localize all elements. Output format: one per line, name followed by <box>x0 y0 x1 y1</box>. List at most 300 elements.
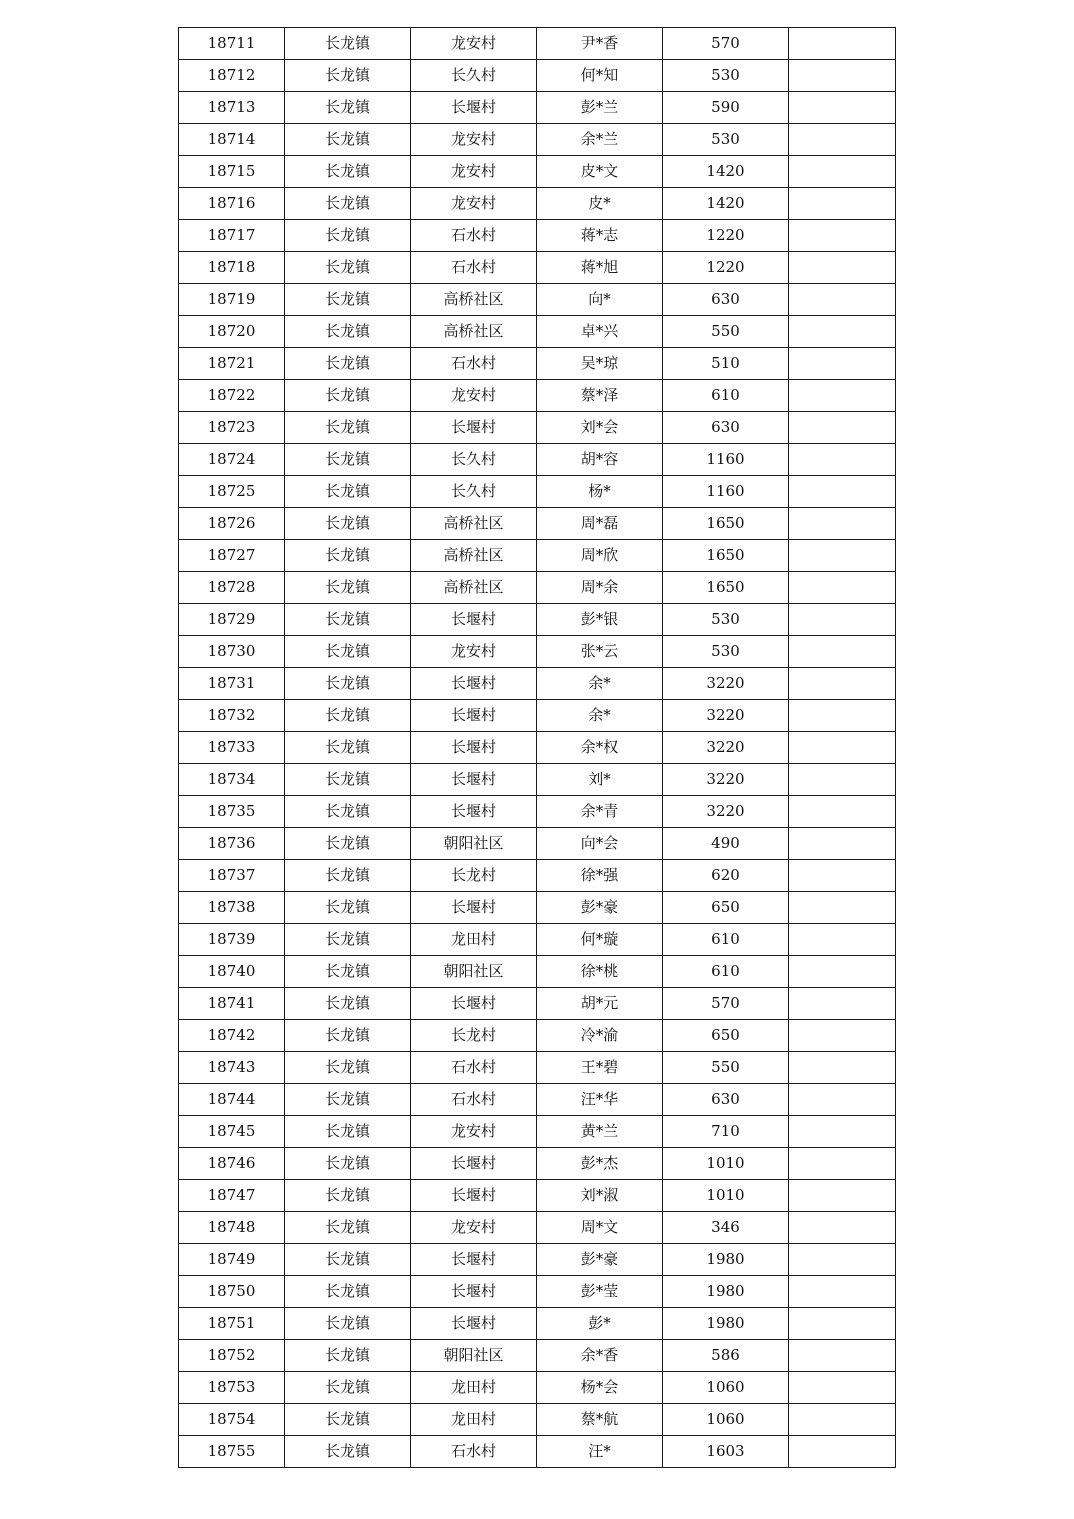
serial-number-cell: 18714 <box>179 124 285 156</box>
village-cell: 长龙村 <box>411 1020 537 1052</box>
remark-cell <box>789 1116 896 1148</box>
name-cell: 蒋*志 <box>537 220 663 252</box>
name-cell: 皮*文 <box>537 156 663 188</box>
amount-cell: 1603 <box>663 1436 789 1468</box>
amount-cell: 710 <box>663 1116 789 1148</box>
table-row <box>179 1244 896 1276</box>
remark-cell <box>789 1020 896 1052</box>
table-row <box>179 860 896 892</box>
remark-cell <box>789 1276 896 1308</box>
town-cell: 长龙镇 <box>285 1084 411 1116</box>
village-cell: 长久村 <box>411 476 537 508</box>
village-cell: 石水村 <box>411 252 537 284</box>
town-cell: 长龙镇 <box>285 1148 411 1180</box>
town-cell: 长龙镇 <box>285 700 411 732</box>
remark-cell <box>789 540 896 572</box>
name-cell: 卓*兴 <box>537 316 663 348</box>
table-row <box>179 188 896 220</box>
serial-number-cell: 18750 <box>179 1276 285 1308</box>
serial-number-cell: 18753 <box>179 1372 285 1404</box>
serial-number-cell: 18728 <box>179 572 285 604</box>
amount-cell: 1160 <box>663 476 789 508</box>
remark-cell <box>789 1372 896 1404</box>
remark-cell <box>789 860 896 892</box>
amount-cell: 650 <box>663 1020 789 1052</box>
remark-cell <box>789 1212 896 1244</box>
amount-cell: 590 <box>663 92 789 124</box>
table-row <box>179 1116 896 1148</box>
town-cell: 长龙镇 <box>285 1244 411 1276</box>
town-cell: 长龙镇 <box>285 1340 411 1372</box>
table-row <box>179 380 896 412</box>
town-cell: 长龙镇 <box>285 124 411 156</box>
remark-cell <box>789 508 896 540</box>
remark-cell <box>789 316 896 348</box>
town-cell: 长龙镇 <box>285 860 411 892</box>
amount-cell: 620 <box>663 860 789 892</box>
name-cell: 彭*兰 <box>537 92 663 124</box>
amount-cell: 630 <box>663 1084 789 1116</box>
table-row <box>179 412 896 444</box>
table-row <box>179 1340 896 1372</box>
amount-cell: 530 <box>663 60 789 92</box>
amount-cell: 490 <box>663 828 789 860</box>
remark-cell <box>789 1340 896 1372</box>
name-cell: 余* <box>537 668 663 700</box>
name-cell: 汪* <box>537 1436 663 1468</box>
table-row <box>179 828 896 860</box>
remark-cell <box>789 444 896 476</box>
amount-cell: 586 <box>663 1340 789 1372</box>
name-cell: 周*余 <box>537 572 663 604</box>
town-cell: 长龙镇 <box>285 316 411 348</box>
table-row <box>179 700 896 732</box>
serial-number-cell: 18744 <box>179 1084 285 1116</box>
serial-number-cell: 18712 <box>179 60 285 92</box>
town-cell: 长龙镇 <box>285 1404 411 1436</box>
serial-number-cell: 18723 <box>179 412 285 444</box>
village-cell: 石水村 <box>411 1436 537 1468</box>
remark-cell <box>789 60 896 92</box>
name-cell: 彭* <box>537 1308 663 1340</box>
village-cell: 石水村 <box>411 220 537 252</box>
table-row <box>179 28 896 60</box>
name-cell: 余*香 <box>537 1340 663 1372</box>
remark-cell <box>789 732 896 764</box>
name-cell: 蒋*旭 <box>537 252 663 284</box>
town-cell: 长龙镇 <box>285 188 411 220</box>
serial-number-cell: 18755 <box>179 1436 285 1468</box>
serial-number-cell: 18734 <box>179 764 285 796</box>
serial-number-cell: 18722 <box>179 380 285 412</box>
amount-cell: 1010 <box>663 1148 789 1180</box>
table-row <box>179 1276 896 1308</box>
amount-cell: 1060 <box>663 1404 789 1436</box>
village-cell: 长堰村 <box>411 988 537 1020</box>
name-cell: 冷*渝 <box>537 1020 663 1052</box>
name-cell: 徐*强 <box>537 860 663 892</box>
table-row <box>179 60 896 92</box>
name-cell: 彭*杰 <box>537 1148 663 1180</box>
name-cell: 汪*华 <box>537 1084 663 1116</box>
amount-cell: 630 <box>663 284 789 316</box>
name-cell: 彭*莹 <box>537 1276 663 1308</box>
amount-cell: 1980 <box>663 1276 789 1308</box>
table-row <box>179 156 896 188</box>
town-cell: 长龙镇 <box>285 828 411 860</box>
serial-number-cell: 18719 <box>179 284 285 316</box>
village-cell: 石水村 <box>411 1084 537 1116</box>
remark-cell <box>789 1084 896 1116</box>
name-cell: 彭*豪 <box>537 892 663 924</box>
amount-cell: 1980 <box>663 1308 789 1340</box>
remark-cell <box>789 380 896 412</box>
table-row <box>179 1372 896 1404</box>
amount-cell: 1420 <box>663 156 789 188</box>
serial-number-cell: 18736 <box>179 828 285 860</box>
table-row <box>179 252 896 284</box>
remark-cell <box>789 28 896 60</box>
remark-cell <box>789 668 896 700</box>
serial-number-cell: 18742 <box>179 1020 285 1052</box>
village-cell: 高桥社区 <box>411 572 537 604</box>
town-cell: 长龙镇 <box>285 28 411 60</box>
table-row <box>179 604 896 636</box>
serial-number-cell: 18713 <box>179 92 285 124</box>
village-cell: 高桥社区 <box>411 540 537 572</box>
table-row <box>179 1052 896 1084</box>
amount-cell: 610 <box>663 956 789 988</box>
village-cell: 朝阳社区 <box>411 828 537 860</box>
serial-number-cell: 18726 <box>179 508 285 540</box>
village-cell: 长堰村 <box>411 604 537 636</box>
name-cell: 余* <box>537 700 663 732</box>
village-cell: 长久村 <box>411 60 537 92</box>
amount-cell: 3220 <box>663 764 789 796</box>
remark-cell <box>789 828 896 860</box>
amount-cell: 630 <box>663 412 789 444</box>
amount-cell: 610 <box>663 924 789 956</box>
table-row <box>179 1180 896 1212</box>
amount-cell: 530 <box>663 124 789 156</box>
town-cell: 长龙镇 <box>285 284 411 316</box>
serial-number-cell: 18733 <box>179 732 285 764</box>
remark-cell <box>789 764 896 796</box>
town-cell: 长龙镇 <box>285 892 411 924</box>
table-row <box>179 348 896 380</box>
town-cell: 长龙镇 <box>285 476 411 508</box>
village-cell: 高桥社区 <box>411 508 537 540</box>
remark-cell <box>789 1180 896 1212</box>
name-cell: 刘* <box>537 764 663 796</box>
amount-cell: 1650 <box>663 572 789 604</box>
table-row <box>179 284 896 316</box>
town-cell: 长龙镇 <box>285 1436 411 1468</box>
village-cell: 长龙村 <box>411 860 537 892</box>
table-row <box>179 444 896 476</box>
table-row <box>179 1212 896 1244</box>
name-cell: 余*兰 <box>537 124 663 156</box>
amount-cell: 1010 <box>663 1180 789 1212</box>
remark-cell <box>789 476 896 508</box>
amount-cell: 1220 <box>663 220 789 252</box>
table-row <box>179 892 896 924</box>
village-cell: 长久村 <box>411 444 537 476</box>
village-cell: 龙安村 <box>411 380 537 412</box>
village-cell: 长堰村 <box>411 1148 537 1180</box>
name-cell: 蔡*航 <box>537 1404 663 1436</box>
town-cell: 长龙镇 <box>285 412 411 444</box>
amount-cell: 3220 <box>663 700 789 732</box>
town-cell: 长龙镇 <box>285 444 411 476</box>
name-cell: 向* <box>537 284 663 316</box>
town-cell: 长龙镇 <box>285 1020 411 1052</box>
serial-number-cell: 18715 <box>179 156 285 188</box>
name-cell: 张*云 <box>537 636 663 668</box>
remark-cell <box>789 412 896 444</box>
table-row <box>179 220 896 252</box>
remark-cell <box>789 636 896 668</box>
serial-number-cell: 18745 <box>179 1116 285 1148</box>
table-row <box>179 508 896 540</box>
name-cell: 周*文 <box>537 1212 663 1244</box>
town-cell: 长龙镇 <box>285 732 411 764</box>
table-row <box>179 1148 896 1180</box>
name-cell: 胡*元 <box>537 988 663 1020</box>
remark-cell <box>789 252 896 284</box>
village-cell: 长堰村 <box>411 1276 537 1308</box>
village-cell: 龙安村 <box>411 636 537 668</box>
remark-cell <box>789 1308 896 1340</box>
serial-number-cell: 18732 <box>179 700 285 732</box>
amount-cell: 530 <box>663 604 789 636</box>
village-cell: 龙田村 <box>411 1372 537 1404</box>
village-cell: 长堰村 <box>411 892 537 924</box>
name-cell: 黄*兰 <box>537 1116 663 1148</box>
serial-number-cell: 18748 <box>179 1212 285 1244</box>
town-cell: 长龙镇 <box>285 1212 411 1244</box>
town-cell: 长龙镇 <box>285 92 411 124</box>
serial-number-cell: 18743 <box>179 1052 285 1084</box>
village-cell: 龙安村 <box>411 188 537 220</box>
amount-cell: 1420 <box>663 188 789 220</box>
table-row <box>179 636 896 668</box>
name-cell: 周*磊 <box>537 508 663 540</box>
amount-cell: 1060 <box>663 1372 789 1404</box>
remark-cell <box>789 956 896 988</box>
village-cell: 高桥社区 <box>411 284 537 316</box>
town-cell: 长龙镇 <box>285 796 411 828</box>
amount-cell: 570 <box>663 988 789 1020</box>
amount-cell: 530 <box>663 636 789 668</box>
name-cell: 向*会 <box>537 828 663 860</box>
serial-number-cell: 18735 <box>179 796 285 828</box>
village-cell: 龙田村 <box>411 924 537 956</box>
serial-number-cell: 18740 <box>179 956 285 988</box>
town-cell: 长龙镇 <box>285 380 411 412</box>
town-cell: 长龙镇 <box>285 924 411 956</box>
village-cell: 长堰村 <box>411 412 537 444</box>
amount-cell: 3220 <box>663 732 789 764</box>
table-row <box>179 476 896 508</box>
village-cell: 龙安村 <box>411 1212 537 1244</box>
remark-cell <box>789 892 896 924</box>
village-cell: 朝阳社区 <box>411 956 537 988</box>
remark-cell <box>789 188 896 220</box>
serial-number-cell: 18751 <box>179 1308 285 1340</box>
amount-cell: 1220 <box>663 252 789 284</box>
serial-number-cell: 18752 <box>179 1340 285 1372</box>
village-cell: 高桥社区 <box>411 316 537 348</box>
table-row <box>179 988 896 1020</box>
remark-cell <box>789 1052 896 1084</box>
name-cell: 杨* <box>537 476 663 508</box>
village-cell: 长堰村 <box>411 668 537 700</box>
remark-cell <box>789 1404 896 1436</box>
amount-cell: 1650 <box>663 508 789 540</box>
table-row <box>179 1020 896 1052</box>
serial-number-cell: 18730 <box>179 636 285 668</box>
name-cell: 蔡*泽 <box>537 380 663 412</box>
name-cell: 余*权 <box>537 732 663 764</box>
serial-number-cell: 18729 <box>179 604 285 636</box>
remark-cell <box>789 156 896 188</box>
amount-cell: 1650 <box>663 540 789 572</box>
town-cell: 长龙镇 <box>285 540 411 572</box>
remark-cell <box>789 124 896 156</box>
town-cell: 长龙镇 <box>285 348 411 380</box>
table-row <box>179 316 896 348</box>
amount-cell: 3220 <box>663 796 789 828</box>
table-row <box>179 572 896 604</box>
serial-number-cell: 18738 <box>179 892 285 924</box>
amount-cell: 650 <box>663 892 789 924</box>
serial-number-cell: 18739 <box>179 924 285 956</box>
town-cell: 长龙镇 <box>285 1308 411 1340</box>
town-cell: 长龙镇 <box>285 956 411 988</box>
name-cell: 何*知 <box>537 60 663 92</box>
town-cell: 长龙镇 <box>285 156 411 188</box>
name-cell: 皮* <box>537 188 663 220</box>
name-cell: 周*欣 <box>537 540 663 572</box>
town-cell: 长龙镇 <box>285 1052 411 1084</box>
town-cell: 长龙镇 <box>285 252 411 284</box>
amount-cell: 610 <box>663 380 789 412</box>
name-cell: 刘*会 <box>537 412 663 444</box>
table-row <box>179 1308 896 1340</box>
name-cell: 王*碧 <box>537 1052 663 1084</box>
serial-number-cell: 18720 <box>179 316 285 348</box>
serial-number-cell: 18741 <box>179 988 285 1020</box>
amount-cell: 346 <box>663 1212 789 1244</box>
amount-cell: 570 <box>663 28 789 60</box>
village-cell: 长堰村 <box>411 764 537 796</box>
record-table-body <box>179 28 896 1468</box>
serial-number-cell: 18725 <box>179 476 285 508</box>
remark-cell <box>789 572 896 604</box>
name-cell: 尹*香 <box>537 28 663 60</box>
town-cell: 长龙镇 <box>285 572 411 604</box>
town-cell: 长龙镇 <box>285 604 411 636</box>
name-cell: 徐*桃 <box>537 956 663 988</box>
table-row <box>179 540 896 572</box>
village-cell: 长堰村 <box>411 796 537 828</box>
town-cell: 长龙镇 <box>285 636 411 668</box>
table-row <box>179 1436 896 1468</box>
village-cell: 龙安村 <box>411 156 537 188</box>
remark-cell <box>789 700 896 732</box>
village-cell: 龙田村 <box>411 1404 537 1436</box>
town-cell: 长龙镇 <box>285 1372 411 1404</box>
village-cell: 长堰村 <box>411 1244 537 1276</box>
serial-number-cell: 18731 <box>179 668 285 700</box>
remark-cell <box>789 1244 896 1276</box>
village-cell: 长堰村 <box>411 92 537 124</box>
table-row <box>179 1084 896 1116</box>
remark-cell <box>789 604 896 636</box>
village-cell: 朝阳社区 <box>411 1340 537 1372</box>
village-cell: 龙安村 <box>411 124 537 156</box>
village-cell: 长堰村 <box>411 1180 537 1212</box>
town-cell: 长龙镇 <box>285 1116 411 1148</box>
name-cell: 何*璇 <box>537 924 663 956</box>
table-row <box>179 732 896 764</box>
table-row <box>179 92 896 124</box>
name-cell: 彭*豪 <box>537 1244 663 1276</box>
remark-cell <box>789 284 896 316</box>
remark-cell <box>789 1148 896 1180</box>
table-row <box>179 956 896 988</box>
village-cell: 长堰村 <box>411 1308 537 1340</box>
amount-cell: 1980 <box>663 1244 789 1276</box>
table-row <box>179 796 896 828</box>
table-row <box>179 1404 896 1436</box>
remark-cell <box>789 348 896 380</box>
table-row <box>179 924 896 956</box>
name-cell: 吴*琼 <box>537 348 663 380</box>
name-cell: 杨*会 <box>537 1372 663 1404</box>
serial-number-cell: 18718 <box>179 252 285 284</box>
town-cell: 长龙镇 <box>285 668 411 700</box>
serial-number-cell: 18717 <box>179 220 285 252</box>
table-row <box>179 124 896 156</box>
serial-number-cell: 18746 <box>179 1148 285 1180</box>
serial-number-cell: 18721 <box>179 348 285 380</box>
remark-cell <box>789 924 896 956</box>
remark-cell <box>789 92 896 124</box>
name-cell: 余*青 <box>537 796 663 828</box>
serial-number-cell: 18724 <box>179 444 285 476</box>
town-cell: 长龙镇 <box>285 1276 411 1308</box>
remark-cell <box>789 1436 896 1468</box>
town-cell: 长龙镇 <box>285 508 411 540</box>
table-row <box>179 668 896 700</box>
town-cell: 长龙镇 <box>285 60 411 92</box>
village-cell: 龙安村 <box>411 1116 537 1148</box>
amount-cell: 3220 <box>663 668 789 700</box>
serial-number-cell: 18737 <box>179 860 285 892</box>
village-cell: 龙安村 <box>411 28 537 60</box>
village-cell: 长堰村 <box>411 732 537 764</box>
serial-number-cell: 18747 <box>179 1180 285 1212</box>
serial-number-cell: 18727 <box>179 540 285 572</box>
name-cell: 刘*淑 <box>537 1180 663 1212</box>
remark-cell <box>789 796 896 828</box>
amount-cell: 510 <box>663 348 789 380</box>
record-table <box>178 27 896 1468</box>
amount-cell: 1160 <box>663 444 789 476</box>
village-cell: 石水村 <box>411 348 537 380</box>
